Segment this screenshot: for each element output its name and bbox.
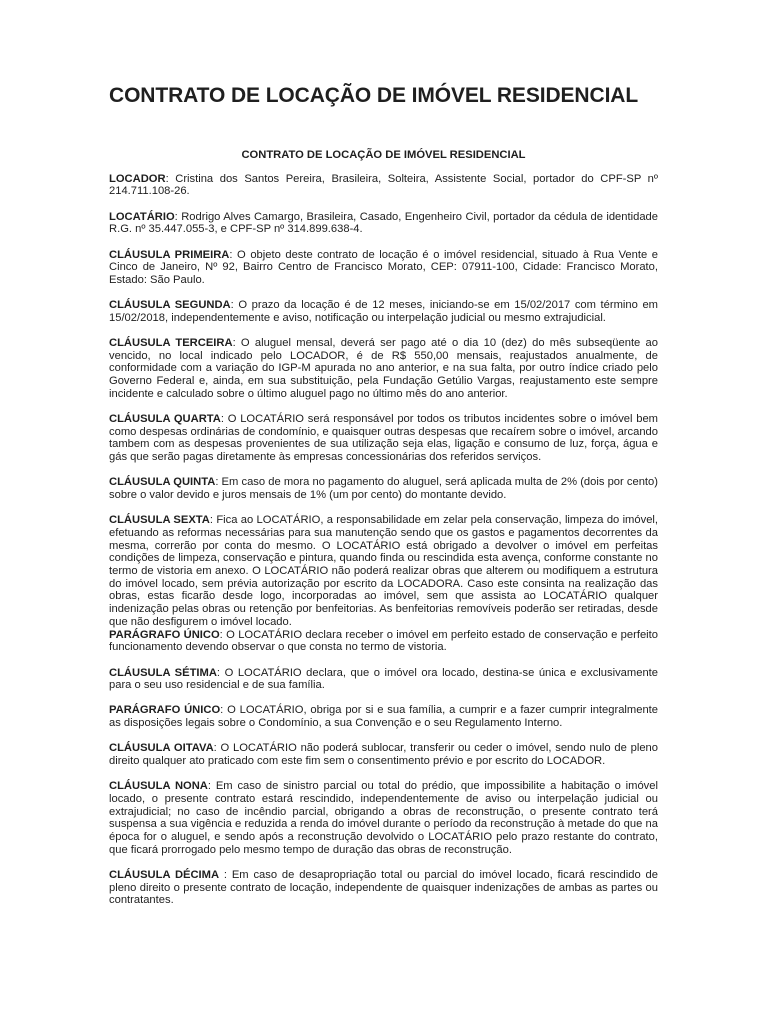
clause-text: : O LOCATÁRIO, obriga por si e sua família, a cumprir e a fazer cumprir integralmente as disposições legais sobre o Condomínio, a sua Convenção e o seu Regulamento Interno. [109,704,658,730]
clause-label: CLÁUSULA NONA [109,780,208,793]
clause-text: : O prazo da locação é de 12 meses, iniciando-se em 15/02/2017 com término em 15/02/2018, independentemente e aviso, notificação ou interpelação judicial ou mesmo extrajudicial. [109,299,658,324]
clause-paragrafo-unico-1 [109,629,658,654]
clause-label: CLÁUSULA DÉCIMA [109,868,220,881]
clause-label: PARÁGRAFO ÚNICO [109,628,220,641]
clause-terceira [109,337,658,401]
clause-segunda [109,299,658,324]
clause-label: CLÁUSULA QUARTA [109,413,221,426]
document-body [109,149,658,920]
clause-paragrafo-unico-2 [109,704,658,729]
clause-label: CLÁUSULA PRIMEIRA [109,248,230,261]
clause-primeira [109,249,658,287]
clause-text: : Em caso de mora no pagamento do aluguel, será aplicada multa de 2% (dois por cento) sobre o valor devido e juros mensais de 1% (um por cento) do montante devido. [109,476,658,502]
clause-label: CLÁUSULA OITAVA [109,742,214,755]
clause-quinta [109,476,658,501]
clause-label: CLÁUSULA QUINTA [109,476,216,489]
clause-text: : O LOCATÁRIO declara, que o imóvel ora locado, destina-se única e exclusivamente para o seu uso residencial e de sua família. [109,666,658,692]
clause-text: : Em caso de sinistro parcial ou total do prédio, que impossibilite a habitação o imóvel locado, o presente contrato estará rescindido, independentemente de aviso ou interpelação judicial ou extrajudicial; no caso de incêndio parcial, obrigando a obras de reconstrução, o presente contrato terá suspensa a sua vigência e reduzida a renda do imóvel durante o período da reconstrução à metade do que na época for o aluguel, e sendo após a reconstrução devolvido o LOCATÁRIO pelo prazo restante do contrato, que ficará prorrogado pelo mesmo tempo de duração das obras de reconstrução. [109,780,658,856]
clause-text: : O LOCATÁRIO declara receber o imóvel em perfeito estado de conservação e perfeito funcionamento devendo observar o que consta no termo de vistoria. [109,628,658,654]
document-title: CONTRATO DE LOCAÇÃO DE IMÓVEL RESIDENCIAL [109,84,639,107]
clause-label: CLÁUSULA SEXTA [109,514,210,527]
clause-text: : O objeto deste contrato de locação é o imóvel residencial, situado à Rua Vente e Cinco de Janeiro, Nº 92, Bairro Centro de Francisco Morato, CEP: 07911-100, Cidade: Francisco Morato, Estado: São Paulo. [109,248,658,286]
clause-text: : O LOCATÁRIO não poderá sublocar, transferir ou ceder o imóvel, sendo nulo de pleno direito qualquer ato praticado com este fim sem o consentimento prévio e por escrito do LOCADOR. [109,742,658,768]
clause-text: : Em caso de desapropriação total ou parcial do imóvel locado, ficará rescindido de pleno direito o presente contrato de locação, independente de quaisquer indenizações de ambas as partes ou contratantes. [109,868,658,907]
clause-label: LOCADOR [109,172,166,185]
clause-locatario [109,211,658,236]
clause-text: : Cristina dos Santos Pereira, Brasileira, Solteira, Assistente Social, portador do CPF-SP nº 214.711.108-26. [109,172,658,198]
clause-text: : Fica ao LOCATÁRIO, a responsabilidade em zelar pela conservação, limpeza do imóvel, efetuando as reformas necessárias para sua manutenção sendo que os gastos e pagamentos decorrentes da mesma, correrão por conta do mesmo. O LOCATÁRIO está obrigado a devolver o imóvel em perfeitas condições de limpeza, conservação e pintura, quando finda ou rescindida esta avença, conforme constante no termo de vistoria em anexo. O LOCATÁRIO não poderá realizar obras que alterem ou modifiquem a estrutura do imóvel locado, sem prévia autorização por escrito da LOCADORA. Caso este consinta na realização das obras, estas ficarão desde logo, incorporadas ao imóvel, sem que assista ao LOCATÁRIO qualquer indenização pelas obras ou retenção por benfeitorias. As benfeitorias removíveis poderão ser retiradas, desde que não desfigurem o imóvel locado. [109,514,659,628]
clause-quarta [109,413,658,464]
clause-nona [109,780,658,856]
clause-oitava [109,742,658,767]
clause-label: CLÁUSULA SÉTIMA [109,666,217,679]
clause-label: PARÁGRAFO ÚNICO [109,704,221,717]
clause-locador [109,173,658,198]
clause-label: LOCATÁRIO [109,210,175,223]
clause-text: : Rodrigo Alves Camargo, Brasileira, Casado, Engenheiro Civil, portador da cédula de identidade R.G. nº 35.447.055-3, e CPF-SP nº 314.899.638-4. [109,210,658,236]
clause-text: : O LOCATÁRIO será responsável por todos os tributos incidentes sobre o imóvel bem como despesas ordinárias de condomínio, e quaisquer outras despesas que recaírem sobre o imóvel, arcando tambem com as despesas provenientes de sua utilização seja elas, ligação e consumo de luz, força, água e gás que serão pagas diretamente às empresas concessionárias dos referidos serviços. [109,413,658,464]
document-subtitle: CONTRATO DE LOCAÇÃO DE IMÓVEL RESIDENCIAL [241,149,526,161]
clause-setima [109,667,658,692]
clause-sexta [109,514,658,628]
clause-text: : O aluguel mensal, deverá ser pago até o dia 10 (dez) do mês subseqüente ao vencido, no local indicado pelo LOCADOR, é de R$ 550,00 mensais, reajustados anualmente, de conformidade com a variação do IGP-M apurada no ano anterior, e na sua falta, por outro índice criado pelo Governo Federal e, ainda, em sua substituição, pela Fundação Getúlio Vargas, reajustamento este sempre incidente e calculado sobre o último aluguel pago no último mês do ano anterior. [109,337,658,400]
clause-label: CLÁUSULA SEGUNDA [109,299,231,312]
clause-decima [109,869,658,907]
clause-label: CLÁUSULA TERCEIRA [109,337,233,350]
